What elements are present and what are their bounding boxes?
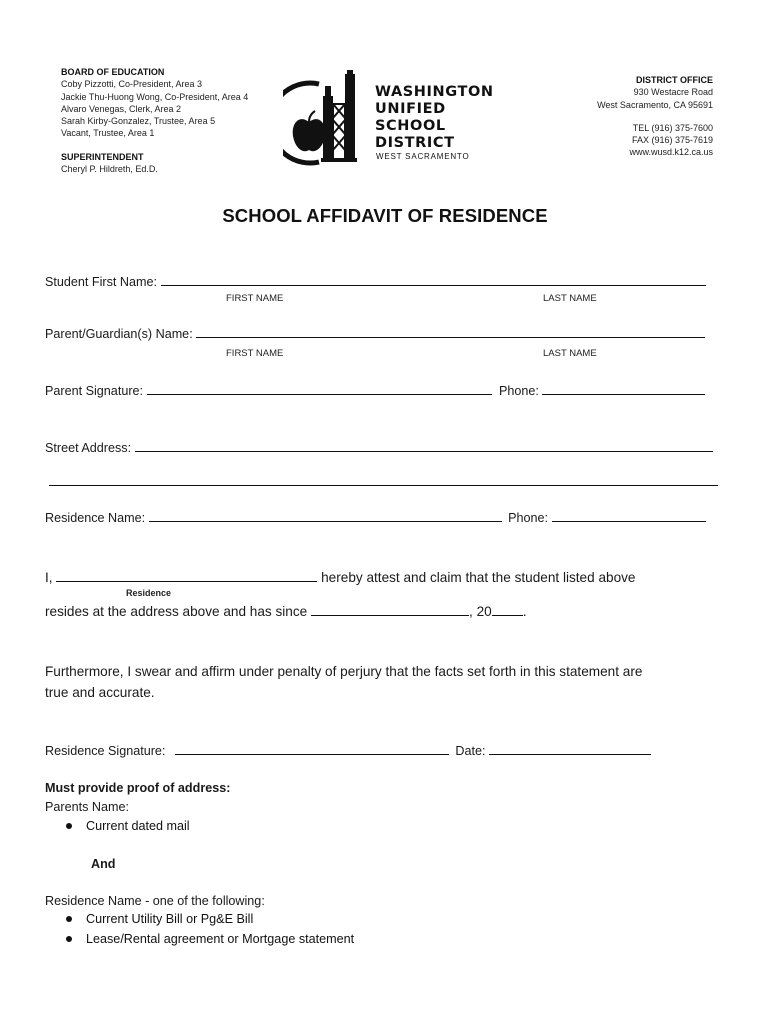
- list-item-text: Lease/Rental agreement or Mortgage statement: [86, 932, 355, 946]
- district-office-block: [513, 74, 713, 159]
- first-name-caption: FIRST NAME: [226, 348, 284, 359]
- parents-name-label: Parents Name:: [45, 800, 129, 814]
- perjury-statement-line: true and accurate.: [45, 685, 155, 700]
- board-member: Coby Pizzotti, Co-President, Area 3: [61, 79, 203, 90]
- year-field[interactable]: [492, 603, 523, 616]
- since-date-field[interactable]: [311, 603, 469, 616]
- perjury-statement-line: Furthermore, I swear and affirm under penalty of perjury that the facts set forth in this statement are: [45, 664, 643, 679]
- residence-name-field[interactable]: [149, 510, 502, 522]
- period: .: [522, 604, 527, 619]
- attest-row: [45, 569, 636, 585]
- attest-i: I,: [45, 570, 53, 585]
- logo-subtitle: WEST SACRAMENTO: [376, 152, 470, 161]
- office-tel: TEL (916) 375-7600: [632, 122, 713, 133]
- resides-text: resides at the address above and has since: [45, 604, 308, 619]
- office-address: 930 Westacre Road: [633, 87, 713, 98]
- residence-signature-row: [45, 743, 651, 758]
- attest-claim-text: hereby attest and claim that the student listed above: [321, 570, 636, 585]
- phone-label: Phone:: [499, 384, 539, 398]
- proof-heading: Must provide proof of address:: [45, 781, 231, 795]
- list-item-text: Current Utility Bill or Pg&E Bill: [86, 912, 254, 926]
- residence-caption: Residence: [126, 588, 172, 598]
- superintendent-title: SUPERINTENDENT: [61, 151, 144, 162]
- parent-signature-row: [45, 383, 705, 398]
- superintendent-name: Cheryl P. Hildreth, Ed.D.: [61, 164, 158, 175]
- parent-signature-field[interactable]: [147, 383, 492, 395]
- residence-name-label: Residence Name:: [45, 511, 146, 525]
- board-member: Sarah Kirby-Gonzalez, Trustee, Area 5: [61, 116, 216, 127]
- last-name-caption: LAST NAME: [543, 293, 597, 304]
- office-title: DISTRICT OFFICE: [636, 75, 713, 85]
- resides-row: [45, 603, 526, 619]
- page-title: SCHOOL AFFIDAVIT OF RESIDENCE: [222, 205, 548, 226]
- board-member: Vacant, Trustee, Area 1: [61, 128, 155, 139]
- student-name-row: [45, 274, 706, 289]
- student-name-field[interactable]: [161, 274, 706, 286]
- last-name-caption: LAST NAME: [543, 348, 597, 359]
- list-item: [66, 819, 190, 833]
- year-prefix: , 20: [469, 604, 492, 619]
- district-logo: [283, 70, 498, 166]
- bullet-icon: [66, 936, 72, 942]
- tower-bridge-apple-icon: [283, 70, 373, 166]
- attest-name-field[interactable]: [56, 569, 317, 582]
- residence-name-row: [45, 510, 706, 525]
- logo-word: WASHINGTON: [375, 84, 494, 100]
- logo-word: UNIFIED: [375, 101, 446, 117]
- board-member: Jackie Thu-Huong Wong, Co-President, Area 4: [61, 91, 249, 102]
- parent-name-field[interactable]: [196, 326, 705, 338]
- student-name-label: Student First Name:: [45, 275, 157, 289]
- parent-phone-field[interactable]: [542, 383, 705, 395]
- street-address-row: [45, 440, 713, 455]
- residence-phone-field[interactable]: [552, 510, 706, 522]
- office-web: www.wusd.k12.ca.us: [629, 147, 713, 158]
- logo-word: DISTRICT: [375, 135, 455, 151]
- residence-proof-label: Residence Name - one of the following:: [45, 894, 265, 908]
- list-item: [66, 912, 253, 926]
- bullet-icon: [66, 916, 72, 922]
- office-city: West Sacramento, CA 95691: [597, 99, 713, 110]
- bullet-icon: [66, 823, 72, 829]
- list-item: [66, 932, 354, 946]
- board-title: BOARD OF EDUCATION: [61, 67, 165, 77]
- parent-name-row: [45, 326, 705, 341]
- street-address-label: Street Address:: [45, 441, 132, 455]
- first-name-caption: FIRST NAME: [226, 293, 284, 304]
- date-field[interactable]: [489, 743, 651, 755]
- parent-signature-label: Parent Signature:: [45, 384, 144, 398]
- and-label: And: [91, 857, 116, 871]
- residence-signature-field[interactable]: [175, 743, 449, 755]
- street-address-field[interactable]: [135, 440, 713, 452]
- street-address-line-2[interactable]: [49, 485, 718, 486]
- list-item-text: Current dated mail: [86, 819, 190, 833]
- parent-name-label: Parent/Guardian(s) Name:: [45, 327, 193, 341]
- phone-label: Phone:: [508, 511, 549, 525]
- residence-signature-label: Residence Signature:: [45, 744, 166, 758]
- date-label: Date:: [455, 744, 486, 758]
- logo-word: SCHOOL: [375, 118, 446, 134]
- office-fax: FAX (916) 375-7619: [631, 135, 713, 146]
- board-of-education-block: [61, 66, 291, 175]
- board-member: Alvaro Venegas, Clerk, Area 2: [61, 103, 182, 114]
